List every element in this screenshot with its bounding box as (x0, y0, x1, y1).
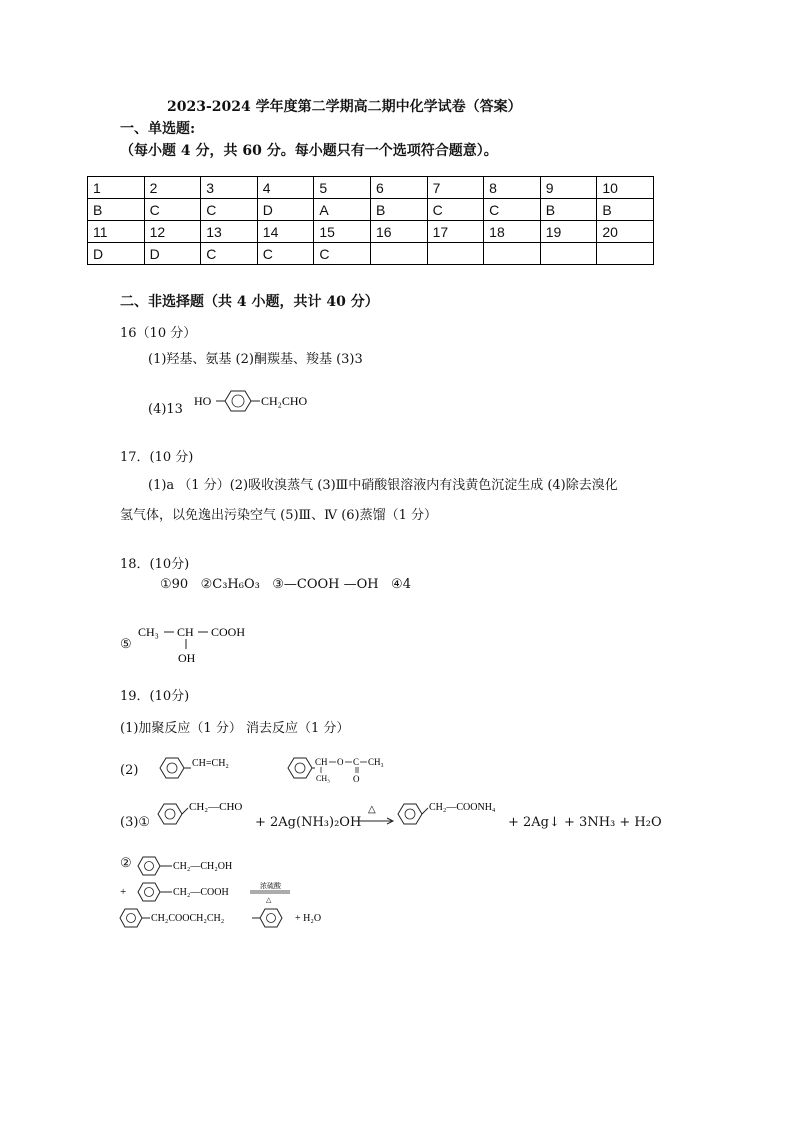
q18-mark-5: ⑤ (120, 637, 132, 652)
q19-p4-r2: CH₂—COOH (173, 887, 229, 898)
q19-p4-delta: △ (266, 896, 272, 904)
q19-p3-tail: + 2Ag↓ + 3NH₃ + H₂O (508, 815, 662, 830)
benzene-ring-icon (160, 758, 184, 778)
q19-p2-o2: O (353, 774, 360, 784)
table-cell: 13 (201, 221, 258, 243)
table-cell: 4 (257, 177, 314, 199)
table-cell: B (597, 199, 654, 221)
q18-a4: 4 (402, 577, 411, 592)
q17-line1: (1)a （1 分）(2)吸收溴蒸气 (3)Ⅲ中硝酸银溶液内有浅黄色沉淀生成 (4)除去溴化 (148, 478, 618, 493)
q18-a1: 90 (171, 577, 189, 592)
benzene-ring-icon (260, 909, 282, 927)
table-cell: A (314, 199, 371, 221)
table-cell: 11 (88, 221, 145, 243)
q18-a2: C₃H₆O₃ (212, 577, 260, 592)
q19-p4-prod: CH₂COOCH₂CH₂ (151, 913, 225, 924)
table-cell: 5 (314, 177, 371, 199)
q19-p4-esterification (118, 850, 418, 934)
table-cell: 19 (540, 221, 597, 243)
table-cell: 20 (597, 221, 654, 243)
q19-p3-label: (3) (120, 815, 139, 830)
q18-mark-2: ② (200, 577, 213, 592)
table-row (88, 199, 654, 221)
table-cell: 1 (88, 177, 145, 199)
answer-table (87, 176, 654, 265)
table-cell (370, 243, 427, 265)
table-cell: B (540, 199, 597, 221)
table-cell: C (427, 199, 484, 221)
table-cell: 2 (144, 177, 201, 199)
table-cell: 16 (370, 221, 427, 243)
q16-line1: (1)羟基、氨基 (2)酮羰基、羧基 (3)3 (148, 352, 363, 367)
q19-p1: (1)加聚反应（1 分） 消去反应（1 分） (120, 721, 350, 736)
table-cell: C (484, 199, 541, 221)
table-cell (597, 243, 654, 265)
q18-a3: —COOH —OH (283, 577, 379, 592)
benzene-ring-icon (138, 883, 160, 901)
q18-answers (160, 577, 411, 592)
benzene-ring-icon (398, 804, 422, 824)
q16-line2-prefix: (4)13 (148, 402, 183, 417)
table-cell: C (201, 199, 258, 221)
q19-p2-struct1: CH=CH₂ (192, 758, 229, 769)
q18-ch3: CH₃ (138, 625, 159, 639)
q19-label: 19．(10分) (120, 689, 190, 704)
table-cell: 7 (427, 177, 484, 199)
q18-mark-1: ① (160, 577, 172, 592)
q19-p2-label: (2) (120, 763, 139, 778)
table-cell (484, 243, 541, 265)
table-cell: B (88, 199, 145, 221)
table-cell: B (370, 199, 427, 221)
q16-label: 16（10 分） (120, 326, 197, 341)
q19-p3-reagent: + 2Ag(NH₃)₂OH (255, 815, 362, 830)
table-cell: 3 (201, 177, 258, 199)
q19-p3-arrow (352, 802, 398, 826)
q19-p4-r1: CH₂—CH₂OH (173, 861, 233, 872)
table-cell: C (201, 243, 258, 265)
q19-p2-ch: CH (315, 757, 328, 767)
table-row (88, 243, 654, 265)
q16-structure (192, 385, 342, 419)
table-cell: C (144, 199, 201, 221)
q19-styrene-structure (158, 752, 258, 786)
q16-ho: HO (194, 394, 212, 408)
benzene-ring-icon (120, 909, 142, 927)
q19-p3-reactant: CH₂—CHO (189, 801, 243, 813)
q18-ch: CH (177, 625, 194, 639)
table-cell: C (257, 243, 314, 265)
table-cell (427, 243, 484, 265)
q19-p4-mark: ② (120, 856, 132, 871)
table-cell: 6 (370, 177, 427, 199)
q19-p2-o: O (337, 757, 344, 767)
q19-p3-line (120, 815, 150, 830)
q19-ester-structure (286, 752, 406, 790)
q18-mark-4: ④ (391, 577, 403, 592)
q19-p3-product-structure (396, 796, 516, 832)
table-cell: 10 (597, 177, 654, 199)
q19-p3-delta: △ (368, 804, 376, 815)
table-cell: 14 (257, 221, 314, 243)
section2-heading: 二、非选择题（共 4 小题，共计 40 分） (120, 294, 379, 310)
table-cell: 12 (144, 221, 201, 243)
benzene-ring-icon (138, 857, 160, 875)
q19-p4-plus: + (120, 886, 127, 898)
table-cell: 15 (314, 221, 371, 243)
q18-cooh: COOH (211, 625, 246, 639)
table-cell: C (314, 243, 371, 265)
q19-p2-ch3b: CH₃ (316, 774, 330, 783)
q17-line2: 氢气体，以免逸出污染空气 (5)Ⅲ、Ⅳ (6)蒸馏（1 分） (120, 508, 438, 523)
q19-p4-water: + H₂O (295, 913, 322, 924)
q19-p2-c: C (353, 757, 360, 767)
section1-note: （每小题 4 分，共 60 分。每小题只有一个选项符合题意）。 (120, 143, 498, 159)
page-title: 2023-2024 学年度第二学期高二期中化学试卷（答案） (167, 99, 522, 115)
benzene-ring-icon (288, 758, 312, 778)
table-cell: D (88, 243, 145, 265)
q18-mark-3: ③ (272, 577, 284, 592)
table-cell: 9 (540, 177, 597, 199)
q17-label: 17．(10 分) (120, 450, 194, 465)
q18-label: 18．(10分) (120, 557, 190, 572)
table-cell: 18 (484, 221, 541, 243)
q19-p2-ch3a: CH₃ (368, 757, 384, 767)
table-cell (540, 243, 597, 265)
q19-p3-mark: ① (138, 815, 151, 830)
table-cell: D (257, 199, 314, 221)
benzene-ring-icon (225, 391, 251, 411)
q16-chain: CH₂CHO (261, 394, 308, 408)
q19-p3-product: CH₂—COONH₄ (429, 802, 496, 813)
table-cell: 8 (484, 177, 541, 199)
q18-lactic-structure (136, 620, 276, 668)
table-row (88, 177, 654, 199)
q18-oh: OH (178, 651, 196, 665)
q19-p3-reactant-structure (156, 796, 266, 832)
section1-heading: 一、单选题: (120, 121, 196, 137)
benzene-ring-icon (158, 804, 182, 824)
table-cell: D (144, 243, 201, 265)
table-cell: 17 (427, 221, 484, 243)
table-row (88, 221, 654, 243)
q19-p4-cond: 浓硫酸 (260, 882, 281, 890)
